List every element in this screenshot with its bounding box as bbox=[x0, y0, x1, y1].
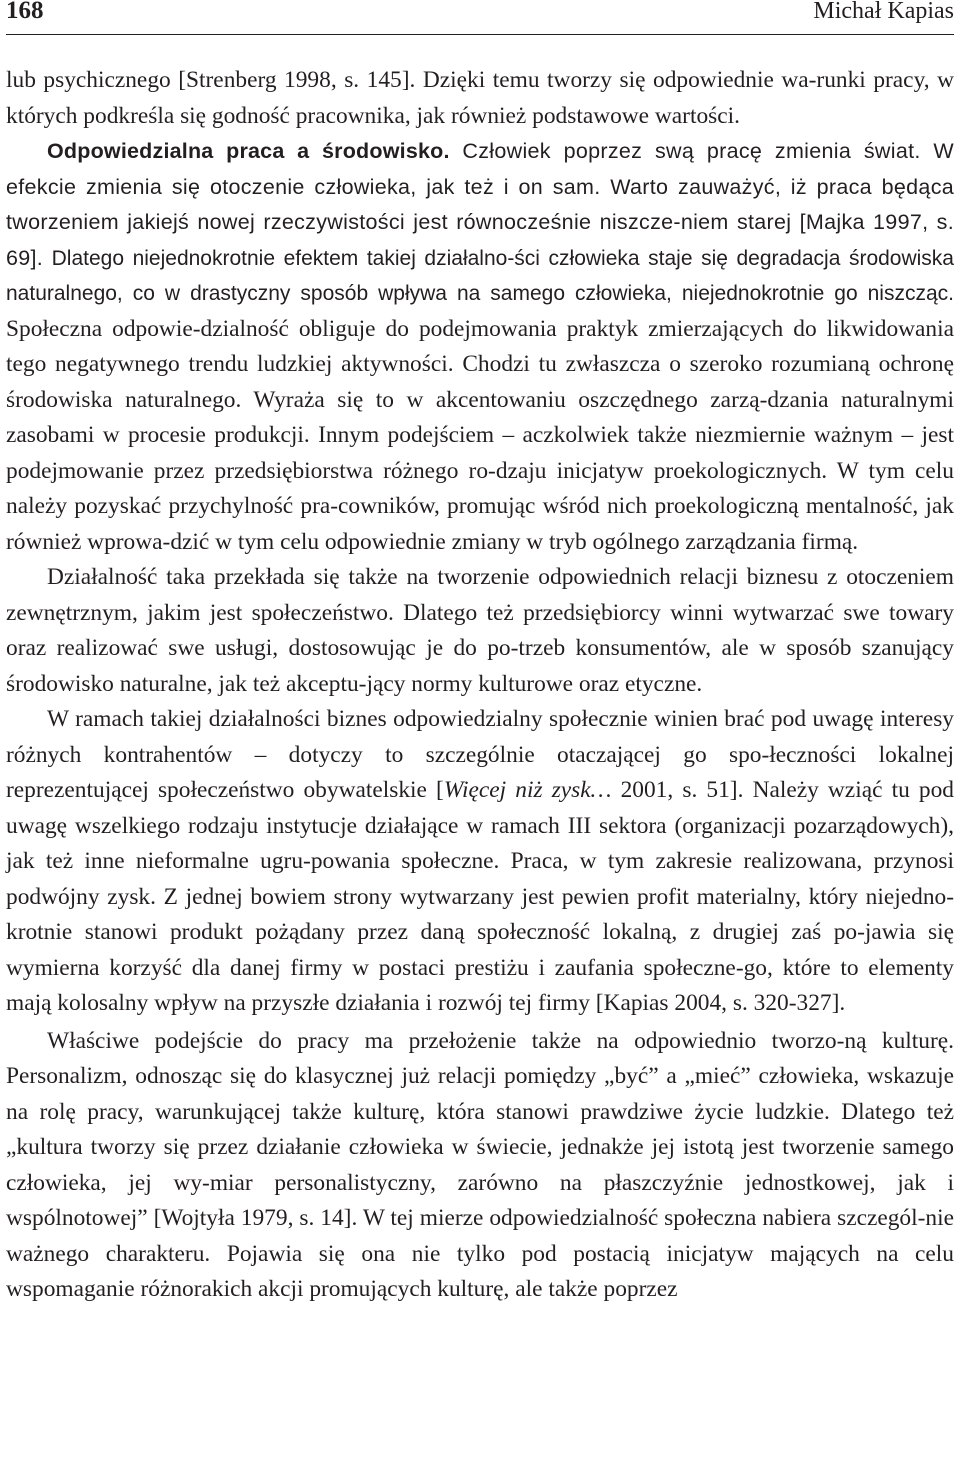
paragraph bbox=[6, 1024, 954, 1308]
text-run: Dlatego niejednokrotnie efektem takiej działalno-ści człowieka staje się degradacja środowiska naturalnego, co w drastyczny sposób wpływa na samego człowieka, niejednokrotnie go niszcząc. bbox=[6, 246, 954, 305]
paragraph bbox=[6, 63, 954, 134]
text-run: 2001, s. 51]. Należy wziąć tu pod uwagę wszelkiego rodzaju instytucje działające w ramach III sektora (organizacji pozarządowych), jak też inne nieformalne ugru-powania społeczne. Praca, w tym zakresie realizowana, przynosi podwójny zysk. Z jednej bowiem strony wytwarzany jest pewien profit materialny, który niejedno-krotnie stanowi produkt pożądany przez daną społeczność lokalną, z drugiej zaś po-jawia się wymierna korzyść dla danej firmy w postaci prestiżu i zaufania społeczne-go, które to elementy mają kolosalny wpływ na przyszłe działania i rozwój tej firmy [Kapias 2004, s. 320-327]. bbox=[6, 777, 954, 1016]
text-run: W ramach takiej działalności biznes odpowiedzialny społecznie winien brać pod uwagę interesy różnych kontrahentów – dotyczy to szczególnie otaczającej go spo-łeczności lokalnej reprezentującej społeczeństwo obywatelskie [ bbox=[6, 706, 954, 803]
body-text bbox=[6, 63, 954, 1308]
running-head-author: Michał Kapias bbox=[813, 0, 954, 24]
citation-title: Więcej niż zysk… bbox=[443, 777, 612, 803]
text-run: Działalność taka przekłada się także na tworzenie odpowiednich relacji biznesu z otoczeniem zewnętrznym, jakim jest społeczeństwo. Dlatego też przedsiębiorcy winni wytwarzać swe towary oraz realizować swe usługi, dostosowując je do po-trzeb konsumentów, ale w sposób szanujący środowisko naturalne, jak też akceptu-jący normy kulturowe oraz etyczne. bbox=[6, 564, 954, 697]
paragraph bbox=[6, 702, 954, 1022]
text-run: Człowiek poprzez swą pracę zmienia świat. W efekcie zmienia się otoczenie człowieka, jak też i on sam. Warto zauważyć, iż praca będąca tworzeniem jakiejś nowej rzeczywistości jest równocześnie niszcze-niem starej [Majka 1997, s. 69]. bbox=[6, 139, 954, 270]
paragraph bbox=[6, 134, 954, 560]
page-number: 168 bbox=[6, 0, 44, 24]
text-run: Właściwe podejście do pracy ma przełożenie także na odpowiednio tworzo-ną kulturę. Personalizm, odnosząc się do klasycznej już relacji pomiędzy „być” a „mieć” człowieka, wskazuje na rolę pracy, warunkującej także kulturę, która stanowi prawdziwe życie ludzkie. Dlatego też „kultura tworzy się przez działanie człowieka w świecie, jednakże jej istotą jest tworzenie samego człowieka, jej wy-miar personalistyczny, zarówno na płaszczyźnie jednostkowej, jak i wspólnotowej” [Wojtyła 1979, s. 14]. W tej mierze odpowiedzialność społeczna nabiera szczegól-nie ważnego charakteru. Pojawia się ona nie tylko pod postacią inicjatyw mających na celu wspomaganie różnorakich akcji promujących kulturę, ale także poprzez bbox=[6, 1027, 954, 1302]
text-run: Społeczna odpowie-dzialność obliguje do podejmowania praktyk zmierzających do likwidowania tego negatywnego trendu ludzkiej aktywności. Chodzi tu zwłaszcza o szeroko rozumianą ochronę środowiska naturalnego. Wyraża się to w akcentowaniu oszczędnego zarzą-dzania naturalnymi zasobami w procesie produkcji. Innym podejściem – aczkolwiek także niezmiernie ważnym – jest podejmowanie przez przedsiębiorstwa różnego ro-dzaju inicjatyw proekologicznych. W tym celu należy pozyskać przychylność pra-cowników, promując wśród nich proekologiczną mentalność, jak również wprowa-dzić w tym celu odpowiednie zmiany w tryb ogólnego zarządzania firmą. bbox=[6, 315, 954, 555]
paragraph bbox=[6, 560, 954, 702]
running-head bbox=[6, 0, 954, 35]
document-page bbox=[6, 0, 954, 1479]
text-run: lub psychicznego [Strenberg 1998, s. 145]. Dzięki temu tworzy się odpowiednie wa-runki pracy, w których podkreśla się godność pracownika, jak również podstawowe wartości. bbox=[6, 67, 954, 129]
section-lead-heading: Odpowiedzialna praca a środowisko. bbox=[47, 139, 450, 163]
